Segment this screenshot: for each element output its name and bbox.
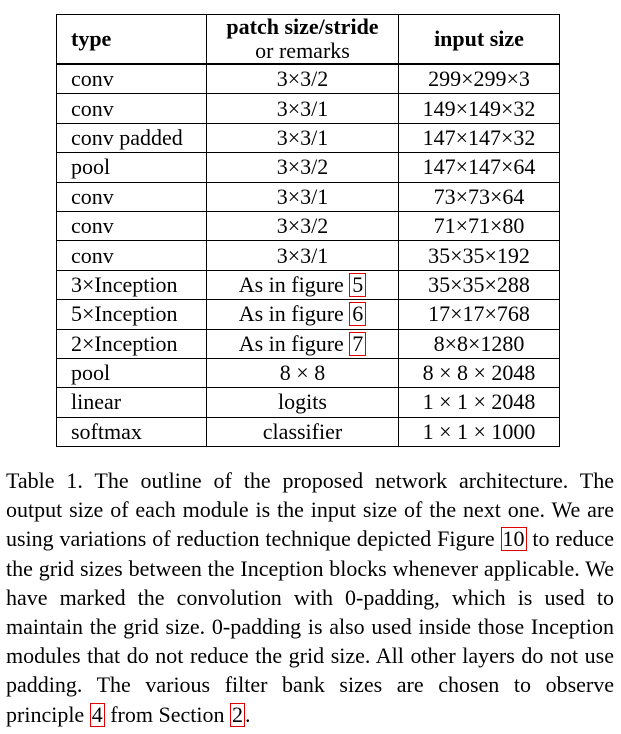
cell-patch-text: 3×3/2 [276,213,329,239]
header-patch-line1: patch size/stride [226,14,379,39]
caption-text-1: Table 1. The outline of the proposed network architecture. The output size of each module is the input size of the next one. We are using variations of reduction technique depicted Figure [6,468,614,552]
cell-patch-text: 3×3/1 [276,242,329,268]
cell-type: conv [57,94,207,123]
header-type: type [57,15,207,65]
header-patch-line2: or remarks [255,38,350,63]
cell-type: softmax [57,417,207,446]
cell-type: linear [57,388,207,417]
table-caption [6,466,614,729]
cell-patch-text: As in figure [238,301,350,327]
cell-patch [207,182,399,211]
table-row [57,388,560,417]
header-patch-size [207,15,399,65]
cell-patch [207,153,399,182]
caption-text-2: to reduce the grid sizes between the Inception blocks whenever applicable. We have marked the convolution with 0-padding, which is used to maintain the grid size. 0-padding is also used inside those Inception modules that do not reduce the grid size. All other layers do not use padding. The various filter bank sizes are chosen to observe principle [6,526,614,727]
cell-type: conv padded [57,123,207,152]
cell-patch [207,241,399,270]
table-row [57,358,560,387]
cell-patch [207,388,399,417]
cell-type: conv [57,64,207,94]
cell-patch-text: 3×3/2 [276,154,329,180]
cell-input-size: 149×149×32 [399,94,560,123]
section-reference-link[interactable]: 2 [231,701,243,727]
cell-patch [207,300,399,329]
principle-reference-link[interactable]: 4 [91,701,103,727]
cell-patch-text: 3×3/1 [276,95,329,121]
caption-text-3: from Section [104,701,230,727]
header-input-size: input size [399,15,560,65]
table-row [57,64,560,94]
cell-type: 5×Inception [57,300,207,329]
cell-input-size: 71×71×80 [399,211,560,240]
cell-input-size: 1 × 1 × 2048 [399,388,560,417]
table-row [57,417,560,446]
cell-type: pool [57,358,207,387]
cell-input-size: 8×8×1280 [399,329,560,358]
cell-type: conv [57,182,207,211]
table-row [57,94,560,123]
table-row [57,329,560,358]
cell-input-size: 147×147×64 [399,153,560,182]
table-row [57,182,560,211]
table-row [57,300,560,329]
cell-patch [207,358,399,387]
table-row [57,153,560,182]
caption-text-4: . [244,701,251,727]
cell-input-size: 299×299×3 [399,64,560,94]
cell-input-size: 8 × 8 × 2048 [399,358,560,387]
cell-input-size: 147×147×32 [399,123,560,152]
cell-input-size: 73×73×64 [399,182,560,211]
cell-input-size: 35×35×192 [399,241,560,270]
cell-patch-text: 8 × 8 [279,360,326,386]
cell-type: conv [57,241,207,270]
cell-patch [207,211,399,240]
cell-input-size: 1 × 1 × 1000 [399,417,560,446]
cell-patch-text: 3×3/2 [276,66,329,92]
cell-patch-text: 3×3/1 [276,124,329,150]
cell-patch [207,123,399,152]
cell-input-size: 17×17×768 [399,300,560,329]
table-row [57,211,560,240]
cell-type: 2×Inception [57,329,207,358]
cell-patch [207,94,399,123]
cell-type: pool [57,153,207,182]
figure-reference-link[interactable]: 10 [502,526,525,552]
architecture-table [56,14,560,447]
table-header [57,15,560,65]
table-body [57,64,560,447]
cell-patch [207,417,399,446]
table-row [57,123,560,152]
cell-patch [207,329,399,358]
table-row [57,270,560,299]
cell-patch [207,270,399,299]
cell-type: conv [57,211,207,240]
cell-patch [207,64,399,94]
cell-patch-text: As in figure [238,330,350,356]
cell-type: 3×Inception [57,270,207,299]
cell-input-size: 35×35×288 [399,270,560,299]
figure-reference-link[interactable]: 5 [349,273,366,297]
figure-reference-link[interactable]: 6 [349,302,366,326]
cell-patch-text: classifier [262,418,343,444]
cell-patch-text: As in figure [238,271,350,297]
table-row [57,241,560,270]
cell-patch-text: 3×3/1 [276,183,329,209]
header-row [57,15,560,65]
cell-patch-text: logits [278,389,327,415]
figure-reference-link[interactable]: 7 [349,332,366,356]
